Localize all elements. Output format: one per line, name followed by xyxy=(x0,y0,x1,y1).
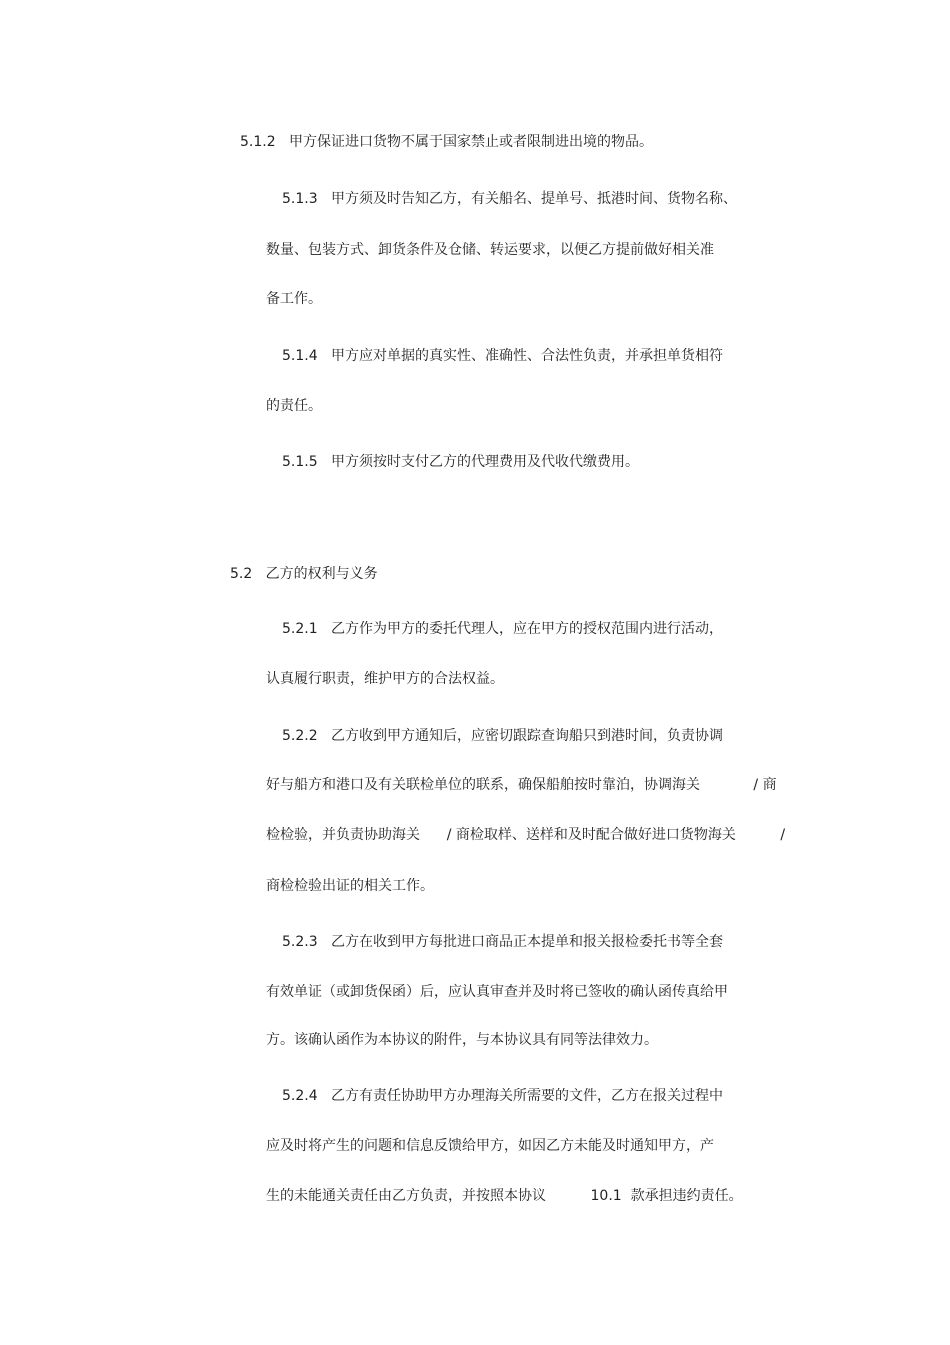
clause-5-1-2: 5.1.2 甲方保证进口货物不属于国家禁止或者限制进出境的物品。 xyxy=(240,134,653,150)
clause-5-2-2-cont-1: 好与船方和港口及有关联检单位的联系，确保船舶按时靠泊，协调海关 / 商 xyxy=(266,777,777,793)
clause-5-2-4-cont-1: 应及时将产生的问题和信息反馈给甲方，如因乙方未能及时通知甲方，产 xyxy=(266,1138,714,1154)
clause-5-2-4-cont-2: 生的未能通关责任由乙方负责，并按照本协议 10.1 款承担违约责任。 xyxy=(266,1188,743,1204)
clause-5-1-3-cont-1: 数量、包装方式、卸货条件及仓储、转运要求，以便乙方提前做好相关准 xyxy=(266,242,714,258)
clause-5-2-2-cont-3: 商检检验出证的相关工作。 xyxy=(266,878,434,894)
clause-5-2-1-cont: 认真履行职责，维护甲方的合法权益。 xyxy=(266,671,504,687)
clause-5-1-5: 5.1.5 甲方须按时支付乙方的代理费用及代收代缴费用。 xyxy=(282,454,639,470)
clause-5-2-4: 5.2.4 乙方有责任协助甲方办理海关所需要的文件，乙方在报关过程中 xyxy=(282,1088,723,1104)
clause-5-1-4: 5.1.4 甲方应对单据的真实性、准确性、合法性负责，并承担单货相符 xyxy=(282,348,723,364)
clause-5-2-3-cont-2: 方。该确认函作为本协议的附件，与本协议具有同等法律效力。 xyxy=(266,1032,658,1048)
section-5-2-heading: 5.2 乙方的权利与义务 xyxy=(230,566,378,582)
clause-5-1-4-cont: 的责任。 xyxy=(266,398,322,414)
clause-5-2-3-cont-1: 有效单证（或卸货保函）后，应认真审查并及时将已签收的确认函传真给甲 xyxy=(266,984,728,1000)
clause-5-2-2: 5.2.2 乙方收到甲方通知后，应密切跟踪查询船只到港时间，负责协调 xyxy=(282,728,723,744)
clause-5-1-3-cont-2: 备工作。 xyxy=(266,291,322,307)
clause-5-1-3: 5.1.3 甲方须及时告知乙方，有关船名、提单号、抵港时间、货物名称、 xyxy=(282,191,737,207)
clause-5-2-1: 5.2.1 乙方作为甲方的委托代理人，应在甲方的授权范围内进行活动， xyxy=(282,621,723,637)
clause-5-2-3: 5.2.3 乙方在收到甲方每批进口商品正本提单和报关报检委托书等全套 xyxy=(282,934,723,950)
clause-5-2-2-cont-2: 检检验，并负责协助海关 / 商检取样、送样和及时配合做好进口货物海关 / xyxy=(266,827,786,843)
